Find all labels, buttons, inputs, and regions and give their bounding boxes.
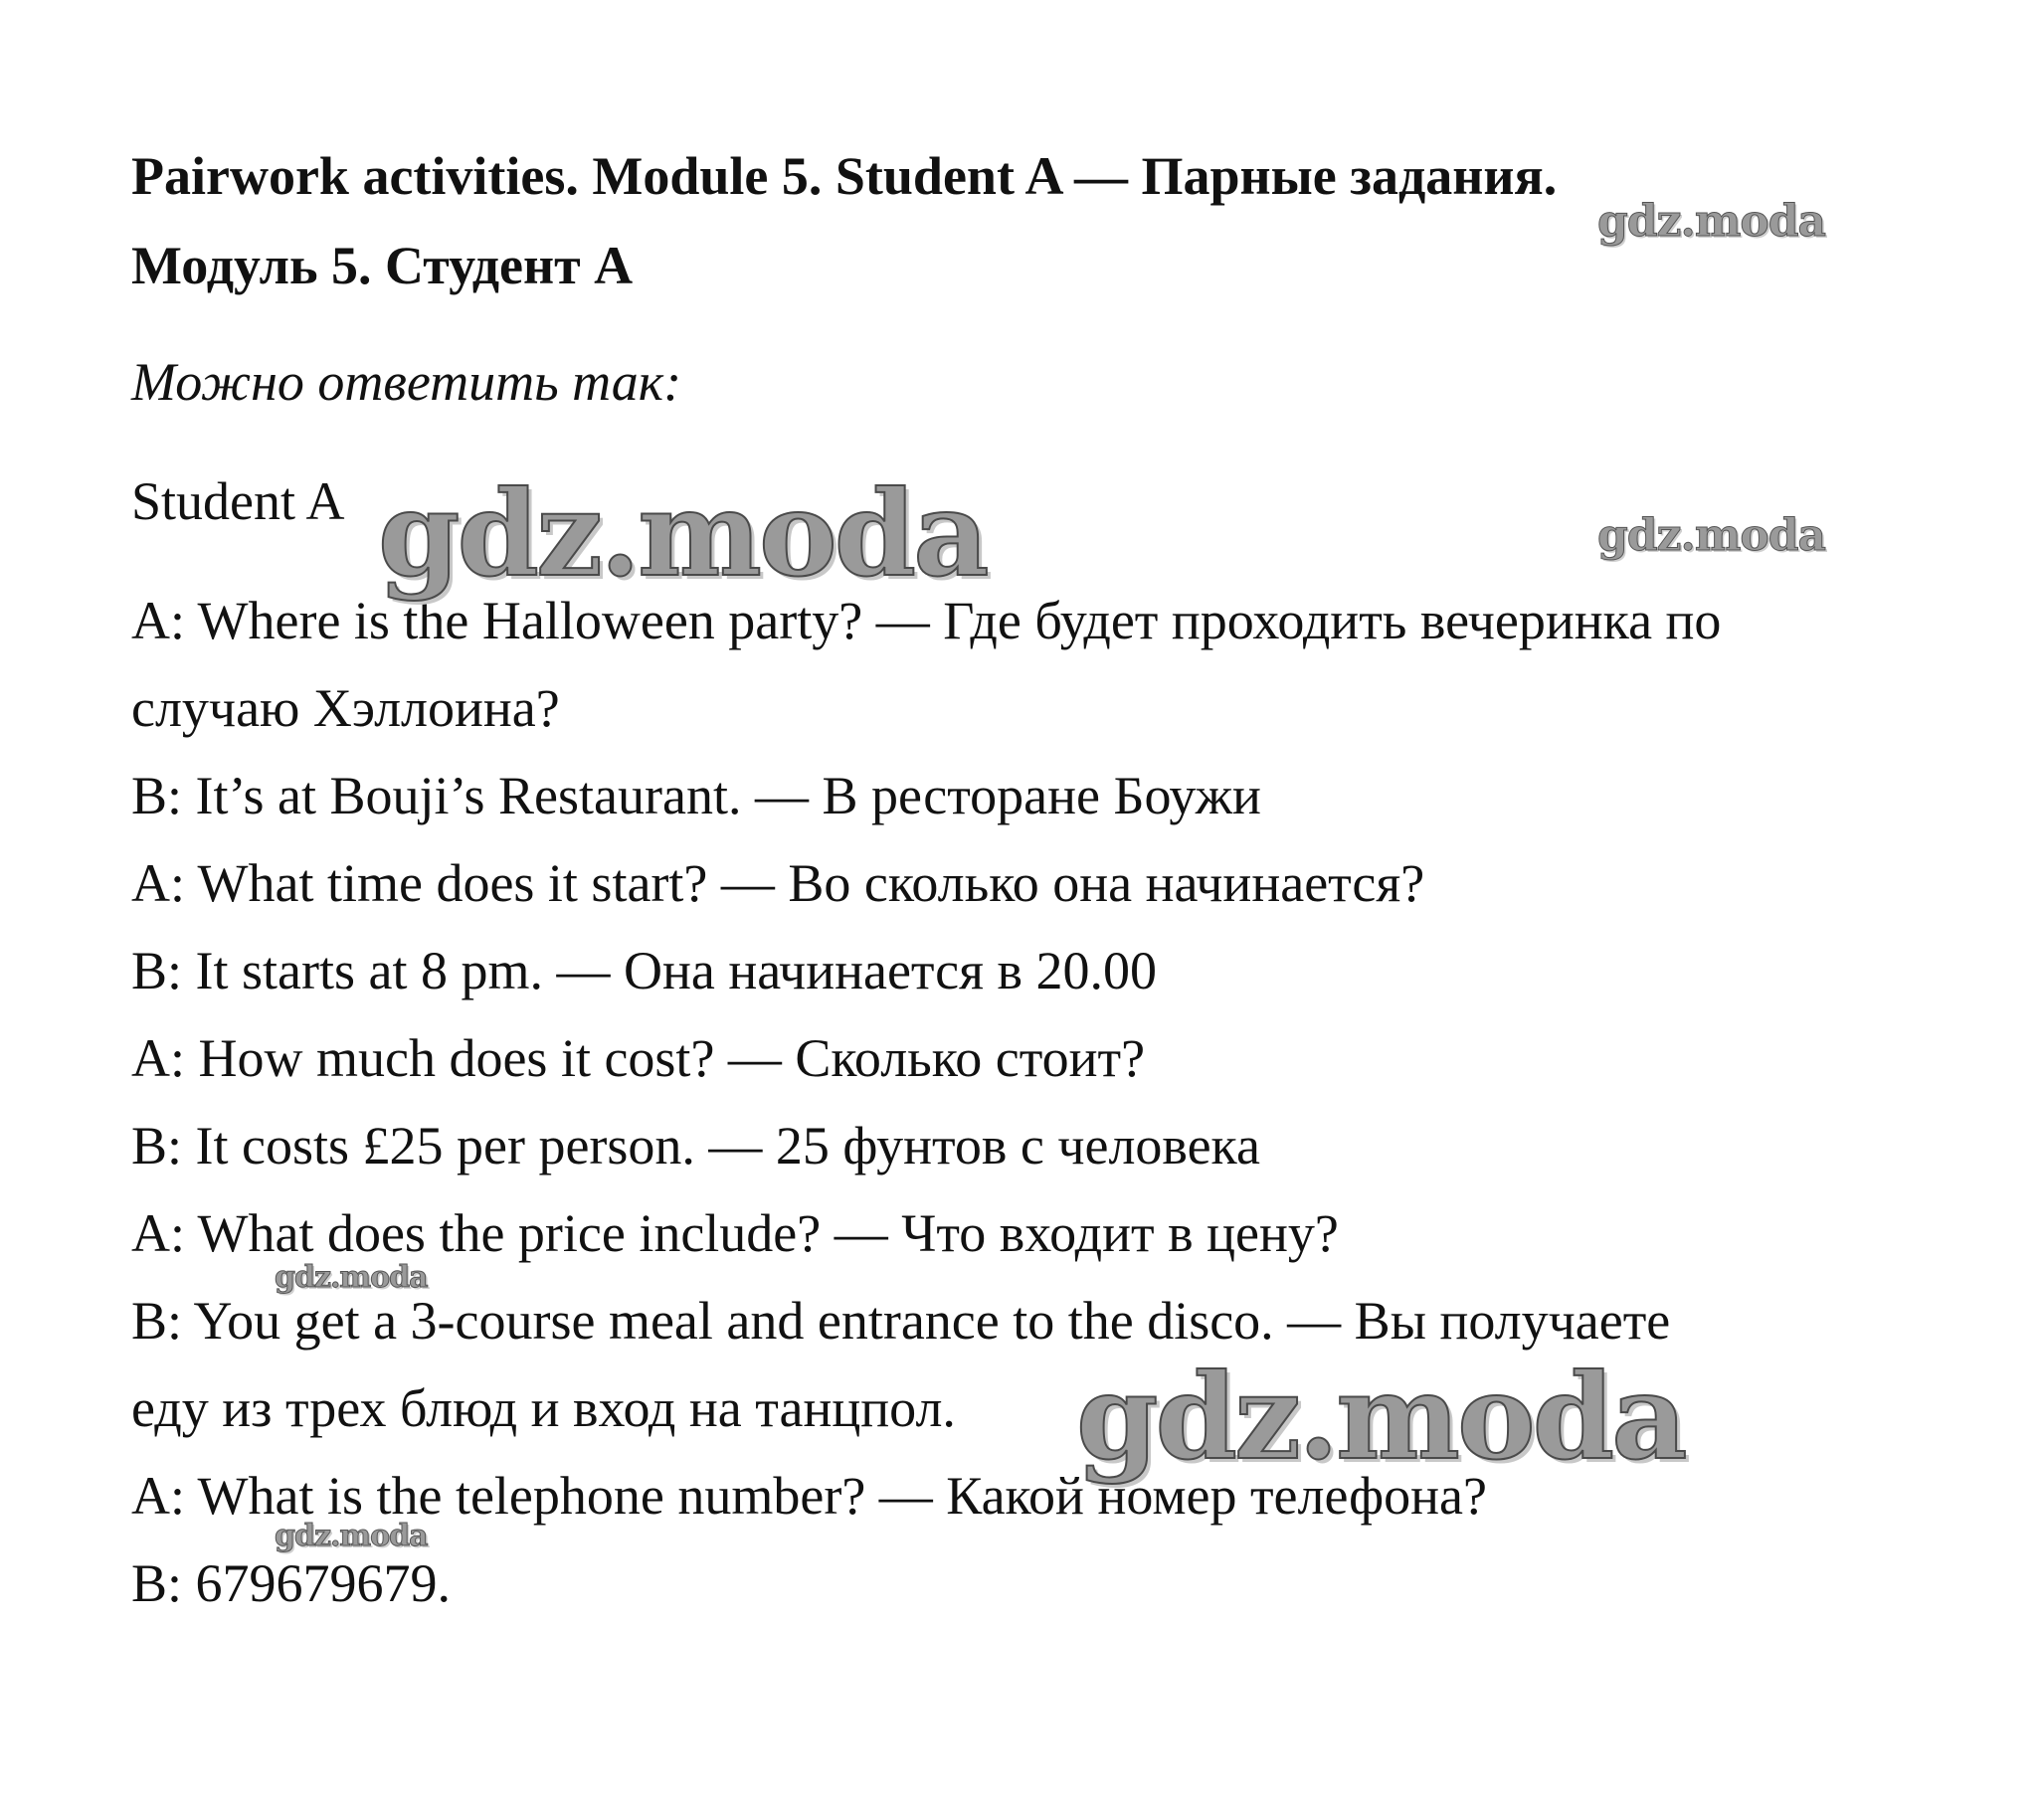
dialogue-line: A: What time does it start? — Во сколько она начинается? [131,853,1425,913]
dialogue-line: B: It starts at 8 pm. — Она начинается в 20.00 [131,941,1157,1000]
dialogue-line: A: What is the telephone number? — Какой номер телефона? [131,1466,1487,1526]
watermark: gdz.moda [1597,196,1826,247]
dialogue-line: еду из трех блюд и вход на танцпол. [131,1378,956,1438]
watermark: gdz.moda [378,464,987,603]
dialogue-line: A: Where is the Halloween party? — Где будет проходить вечеринка по [131,591,1722,650]
dialogue-line: B: It’s at Bouji’s Restaurant. — В ресторане Боужи [131,766,1261,825]
watermark: gdz.moda [275,1519,428,1553]
student-label: Student A [131,471,345,531]
dialogue-line: B: It costs £25 per person. — 25 фунтов с человека [131,1116,1260,1176]
watermark: gdz.moda [1076,1348,1685,1486]
dialogue-line: B: You get a 3-course meal and entrance to the disco. — Вы получаете [131,1291,1671,1351]
dialogue-line: A: What does the price include? — Что входит в цену? [131,1203,1339,1263]
dialogue-line: A: How much does it cost? — Сколько стоит? [131,1028,1146,1088]
intro-text: Можно ответить так: [131,352,682,412]
page-title-line-2: Модуль 5. Студент А [131,236,634,295]
watermark: gdz.moda [1597,510,1826,561]
page-title-line-1: Pairwork activities. Module 5. Student A — Парные задания. [131,146,1558,206]
watermark: gdz.moda [275,1260,428,1295]
dialogue-line: B: 679679679. [131,1553,452,1613]
dialogue-line: случаю Хэллоина? [131,678,560,738]
